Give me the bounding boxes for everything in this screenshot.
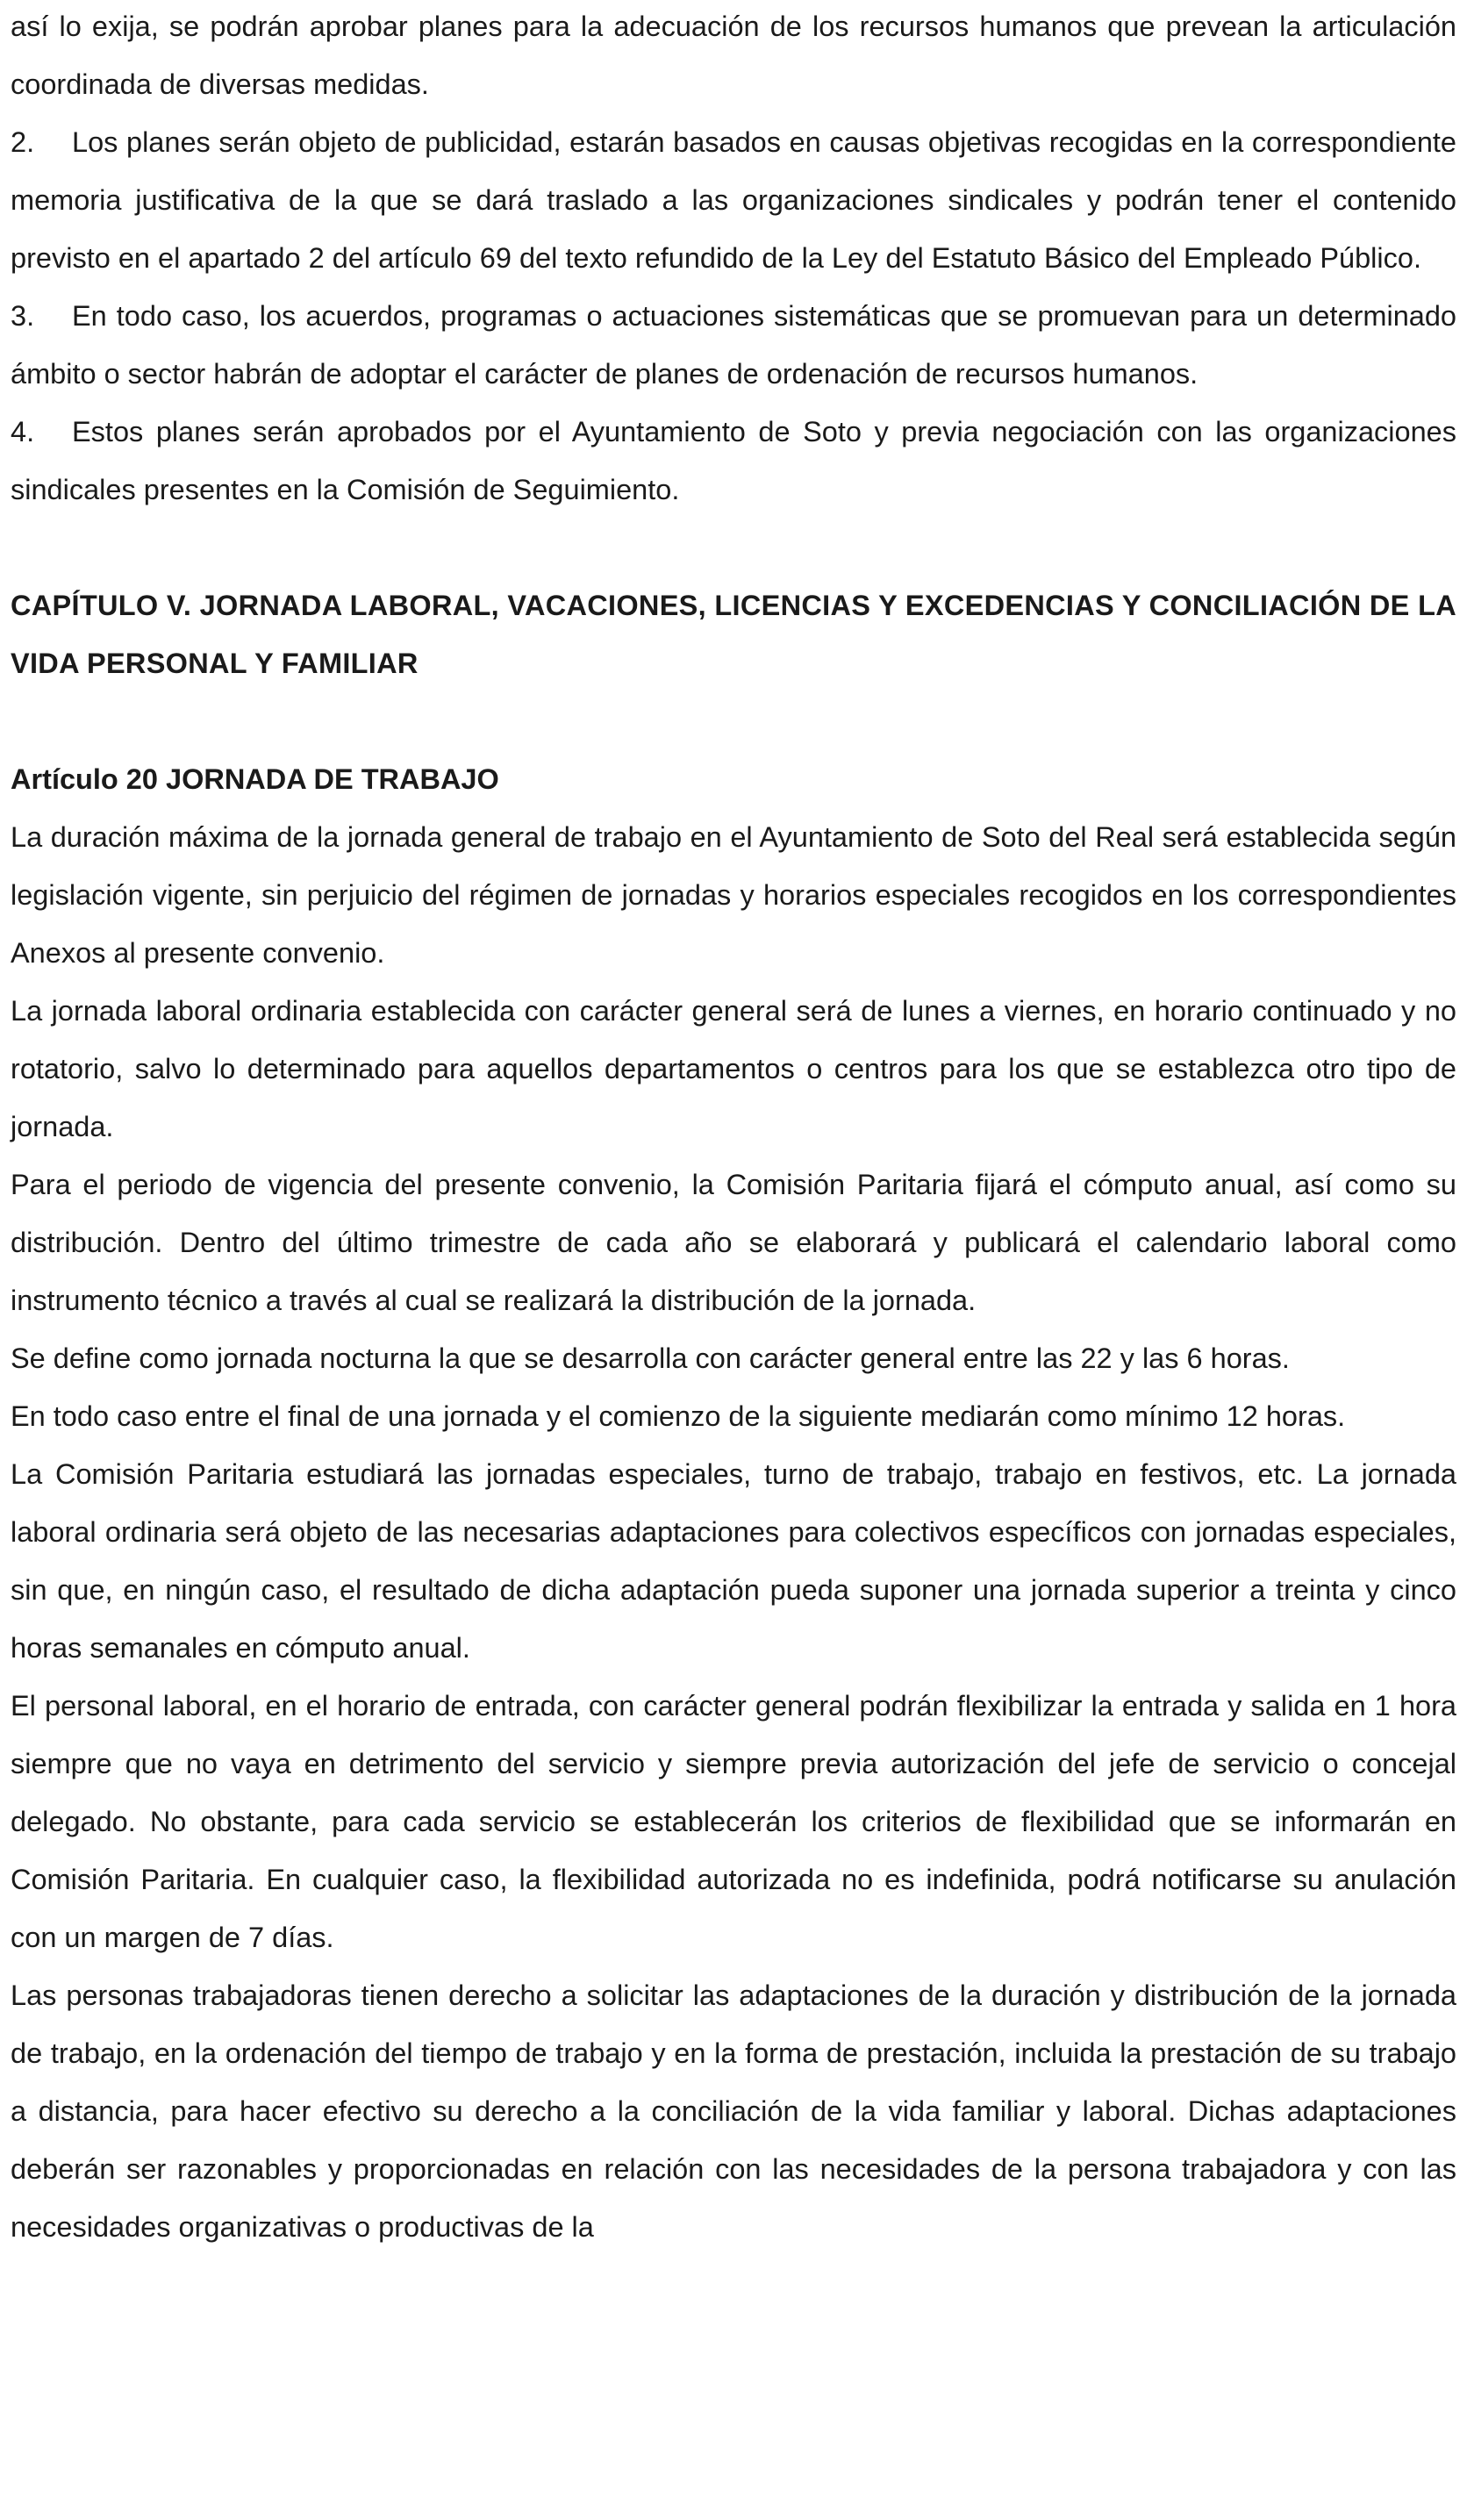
item-text: Estos planes serán aprobados por el Ayuntamiento de Soto y previa negociación con las organizaciones sindicales presentes en la Comisión de Seguimiento. <box>11 416 1456 505</box>
chapter-heading: CAPÍTULO V. JORNADA LABORAL, VACACIONES, LICENCIAS Y EXCEDENCIAS Y CONCILIACIÓN DE LA VIDA PERSONAL Y FAMILIAR <box>11 590 1456 679</box>
article-paragraph: La Comisión Paritaria estudiará las jornadas especiales, turno de trabajo, trabajo en festivos, etc. La jornada laboral ordinaria será objeto de las necesarias adaptaciones para colectivos específicos con jornadas especiales, sin que, en ningún caso, el resultado de dicha adaptación pueda suponer una jornada superior a treinta y cinco horas semanales en cómputo anual. <box>11 1458 1456 1664</box>
numbered-item-3 <box>11 287 1456 403</box>
item-text: En todo caso, los acuerdos, programas o actuaciones sistemáticas que se promuevan para un determinado ámbito o sector habrán de adoptar el carácter de planes de ordenación de recursos humanos. <box>11 300 1456 390</box>
article-paragraph: En todo caso entre el final de una jornada y el comienzo de la siguiente mediarán como mínimo 12 horas. <box>11 1400 1346 1432</box>
article-paragraph: Se define como jornada nocturna la que se desarrolla con carácter general entre las 22 y las 6 horas. <box>11 1342 1290 1374</box>
item-number: 3. <box>11 300 35 332</box>
article-heading: Artículo 20 JORNADA DE TRABAJO <box>11 763 499 795</box>
numbered-item-2 <box>11 113 1456 287</box>
article-paragraph: La jornada laboral ordinaria establecida con carácter general será de lunes a viernes, en horario continuado y no rotatorio, salvo lo determinado para aquellos departamentos o centros para los que se establezca otro tipo de jornada. <box>11 995 1456 1142</box>
article-paragraph: Las personas trabajadoras tienen derecho a solicitar las adaptaciones de la duración y distribución de la jornada de trabajo, en la ordenación del tiempo de trabajo y en la forma de prestación, incluida la prestación de su trabajo a distancia, para hacer efectivo su derecho a la conciliación de la vida familiar y laboral. Dichas adaptaciones deberán ser razonables y proporcionadas en relación con las necesidades de la persona trabajadora y con las necesidades organizativas o productivas de la <box>11 1979 1456 2243</box>
item-number: 4. <box>11 416 35 447</box>
article-paragraph: El personal laboral, en el horario de entrada, con carácter general podrán flexibilizar la entrada y salida en 1 hora siempre que no vaya en detrimento del servicio y siempre previa autorización del jefe de servicio o concejal delegado. No obstante, para cada servicio se establecerán los criterios de flexibilidad que se informarán en Comisión Paritaria. En cualquier caso, la flexibilidad autorizada no es indefinida, podrá notificarse su anulación con un margen de 7 días. <box>11 1690 1456 1953</box>
document-page <box>11 0 1456 2256</box>
article-paragraph: La duración máxima de la jornada general de trabajo en el Ayuntamiento de Soto del Real será establecida según legislación vigente, sin perjuicio del régimen de jornadas y horarios especiales recogidos en los correspondientes Anexos al presente convenio. <box>11 821 1456 969</box>
item-text: Los planes serán objeto de publicidad, estarán basados en causas objetivas recogidas en la correspondiente memoria justificativa de la que se dará traslado a las organizaciones sindicales y podrán tener el contenido previsto en el apartado 2 del artículo 69 del texto refundido de la Ley del Estatuto Básico del Empleado Público. <box>11 126 1456 274</box>
numbered-item-4 <box>11 403 1456 519</box>
article-paragraph: Para el periodo de vigencia del presente convenio, la Comisión Paritaria fijará el cómputo anual, así como su distribución. Dentro del último trimestre de cada año se elaborará y publicará el calendario laboral como instrumento técnico a través al cual se realizará la distribución de la jornada. <box>11 1169 1456 1316</box>
intro-paragraph: así lo exija, se podrán aprobar planes para la adecuación de los recursos humanos que prevean la articulación coordinada de diversas medidas. <box>11 11 1456 100</box>
item-number: 2. <box>11 126 35 158</box>
